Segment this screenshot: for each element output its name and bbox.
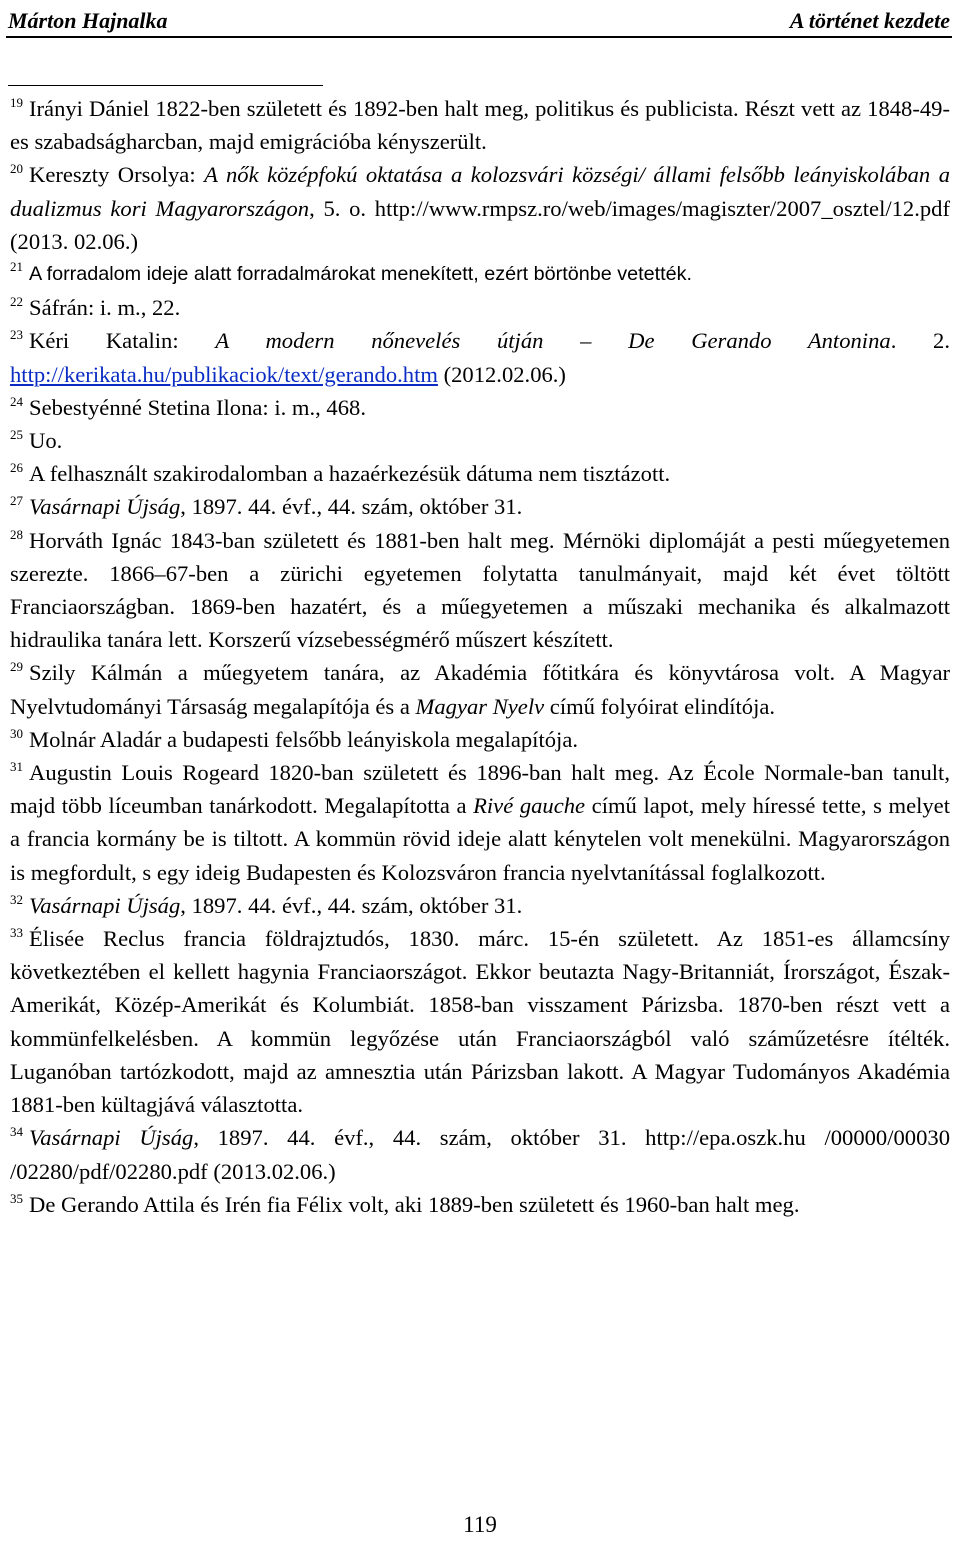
- header-rule: [6, 36, 952, 38]
- footnote-29: [10, 656, 950, 722]
- footnote-text: című lapot, mely híressé tette, s melyet a francia kormány be is tiltott. A kommün rövid ideje alatt kénytelen volt menekülni. Magyarországon is megfordult, s egy ideig Budapesten és Kolozsváron francia nyelvtanítással foglalkozott.: [10, 793, 950, 885]
- footnote-italic-text: Magyar Nyelv: [415, 693, 545, 719]
- footnote-34: [10, 1121, 950, 1187]
- footnote-italic-text: Vasárnapi Újság: [29, 494, 181, 520]
- footnote-number: 19: [10, 95, 23, 110]
- footnote-number: 34: [10, 1124, 23, 1140]
- footnote-text: Szily Kálmán a műegyetem tanára, az Akadémia főtitkára és könyvtárosa volt. A Magyar Nyelvtudományi Társaság megalapítója és a: [10, 660, 950, 719]
- footnote-text: Molnár Aladár a budapesti felsőbb leányiskola megalapítója.: [29, 726, 578, 752]
- footnote-italic-text: Vasárnapi Újság: [29, 1125, 194, 1151]
- footnote-32: [10, 889, 950, 922]
- footnote-number: 29: [10, 659, 23, 675]
- footnote-number: 35: [10, 1190, 23, 1206]
- footnote-26: [10, 457, 950, 490]
- footnote-text: Augustin Louis Rogeard 1820-ban született és 1896-ban halt meg. Az École Normale-ban tanult, majd több líceumban tanárkodott. Megalapította a: [10, 760, 950, 819]
- footnote-19: [10, 92, 950, 158]
- footnote-number: 25: [10, 427, 23, 443]
- footnote-35: [10, 1188, 950, 1221]
- footnote-text: Sebestyénné Stetina Ilona: i. m., 468.: [29, 394, 366, 420]
- footnote-21: [10, 258, 950, 291]
- footnote-text: Sáfrán: i. m., 22.: [29, 295, 181, 321]
- footnote-20: [10, 158, 950, 258]
- footnote-text: A forradalom ideje alatt forradalmárokat menekített, ezért börtönbe vetették.: [29, 263, 693, 286]
- footnote-text: Élisée Reclus francia földrajztudós, 1830. márc. 15-én született. Az 1851-es államcsíny következtében el kellett hagynia Franciaországot. Ekkor beutazta Nagy-Britanniát, Írországot, Észak-Amerikát, Közép-Amerikát és Kolumbiát. 1858-ban visszament Párizsba. 1870-ben részt vett a kommünfelkelésben. A kommün legyőzése után Franciaországból való száműzetésre ítélték. Luganóban tartózkodott, majd az amnesztia után Párizsban lakott. A Magyar Tudományos Akadémia 1881-ben kültagjává választotta.: [10, 926, 950, 1118]
- footnote-number: 33: [10, 925, 23, 941]
- footnote-text: Kéri Katalin:: [29, 328, 216, 354]
- footnote-number: 23: [10, 327, 23, 343]
- footnote-text: , 1897. 44. évf., 44. szám, október 31.: [180, 892, 523, 918]
- footnote-text: De Gerando Attila és Irén fia Félix volt, aki 1889-ben született és 1960-ban halt meg.: [29, 1191, 800, 1217]
- footnote-link[interactable]: http://kerikata.hu/publikaciok/text/gerando.htm: [10, 361, 438, 387]
- footnote-text: Kereszty Orsolya:: [29, 162, 205, 188]
- footnote-number: 27: [10, 493, 23, 509]
- footnote-text: , 1897. 44. évf., 44. szám, október 31.: [180, 494, 523, 520]
- footnote-text: A felhasznált szakirodalomban a hazaérkezésük dátuma nem tisztázott.: [29, 461, 671, 487]
- footnote-24: [10, 391, 950, 424]
- footnote-22: [10, 291, 950, 324]
- footnote-text: (2012.02.06.): [437, 361, 566, 387]
- header-author: Márton Hajnalka: [8, 8, 168, 33]
- footnote-italic-text: A modern nőnevelés útján – De Gerando Antonina: [215, 328, 891, 354]
- footnote-italic-text: A nők középfokú oktatása a kolozsvári községi/ állami felsőbb leányiskolában a dualizmus kori Magyarországon: [10, 162, 950, 221]
- footnote-28: [10, 524, 950, 657]
- footnote-text: Horváth Ignác 1843-ban született és 1881-ben halt meg. Mérnöki diplomáját a pesti műegyetemen szerezte. 1866–67-ben a zürichi egyetemen folytatta tanulmányait, majd két évet töltött Franciaországban. 1869-ben hazatért, és a műegyetemen a műszaki mechanika és alkalmazott hidraulika tanára lett. Korszerű vízsebességmérő műszert készített.: [10, 527, 950, 653]
- footnote-number: 30: [10, 725, 23, 741]
- footnote-30: [10, 723, 950, 756]
- footnote-number: 22: [10, 294, 23, 310]
- footnote-text: című folyóirat elindítója.: [544, 693, 776, 719]
- footnote-text: , 1897. 44. évf., 44. szám, október 31. http://epa.oszk.hu /00000/00030 /02280/pdf/02280.pdf (2013.02.06.): [10, 1125, 950, 1184]
- page-number: 119: [463, 1512, 497, 1537]
- footnote-31: [10, 756, 950, 889]
- footnote-text: . 2.: [890, 328, 950, 354]
- footnote-number: 20: [10, 161, 23, 177]
- footnote-number: 28: [10, 526, 23, 542]
- running-header: [8, 0, 950, 34]
- header-title: A történet kezdete: [789, 8, 950, 33]
- footnote-text: Uo.: [29, 428, 63, 454]
- footnotes-list: [10, 92, 950, 1221]
- footnote-italic-text: Rivé gauche: [473, 793, 586, 819]
- footnote-number: 31: [10, 759, 23, 775]
- footnote-number: 32: [10, 891, 23, 907]
- footnote-text: , 5. o. http://www.rmpsz.ro/web/images/magiszter/2007_osztel/12.pdf (2013. 02.06.): [10, 195, 950, 254]
- footnote-23: [10, 324, 950, 390]
- footnote-number: 24: [10, 393, 23, 409]
- footnote-27: [10, 490, 950, 523]
- footnote-33: [10, 922, 950, 1121]
- footnote-separator: [8, 85, 323, 86]
- footnote-number: 21: [10, 259, 23, 275]
- footnote-number: 26: [10, 460, 23, 476]
- footnote-italic-text: Vasárnapi Újság: [29, 892, 181, 918]
- footnote-text: Irányi Dániel 1822-ben született és 1892-ben halt meg, politikus és publicista. Részt vett az 1848-49-es szabadságharcban, majd emigrációba kényszerült.: [10, 96, 950, 155]
- footnote-25: [10, 424, 950, 457]
